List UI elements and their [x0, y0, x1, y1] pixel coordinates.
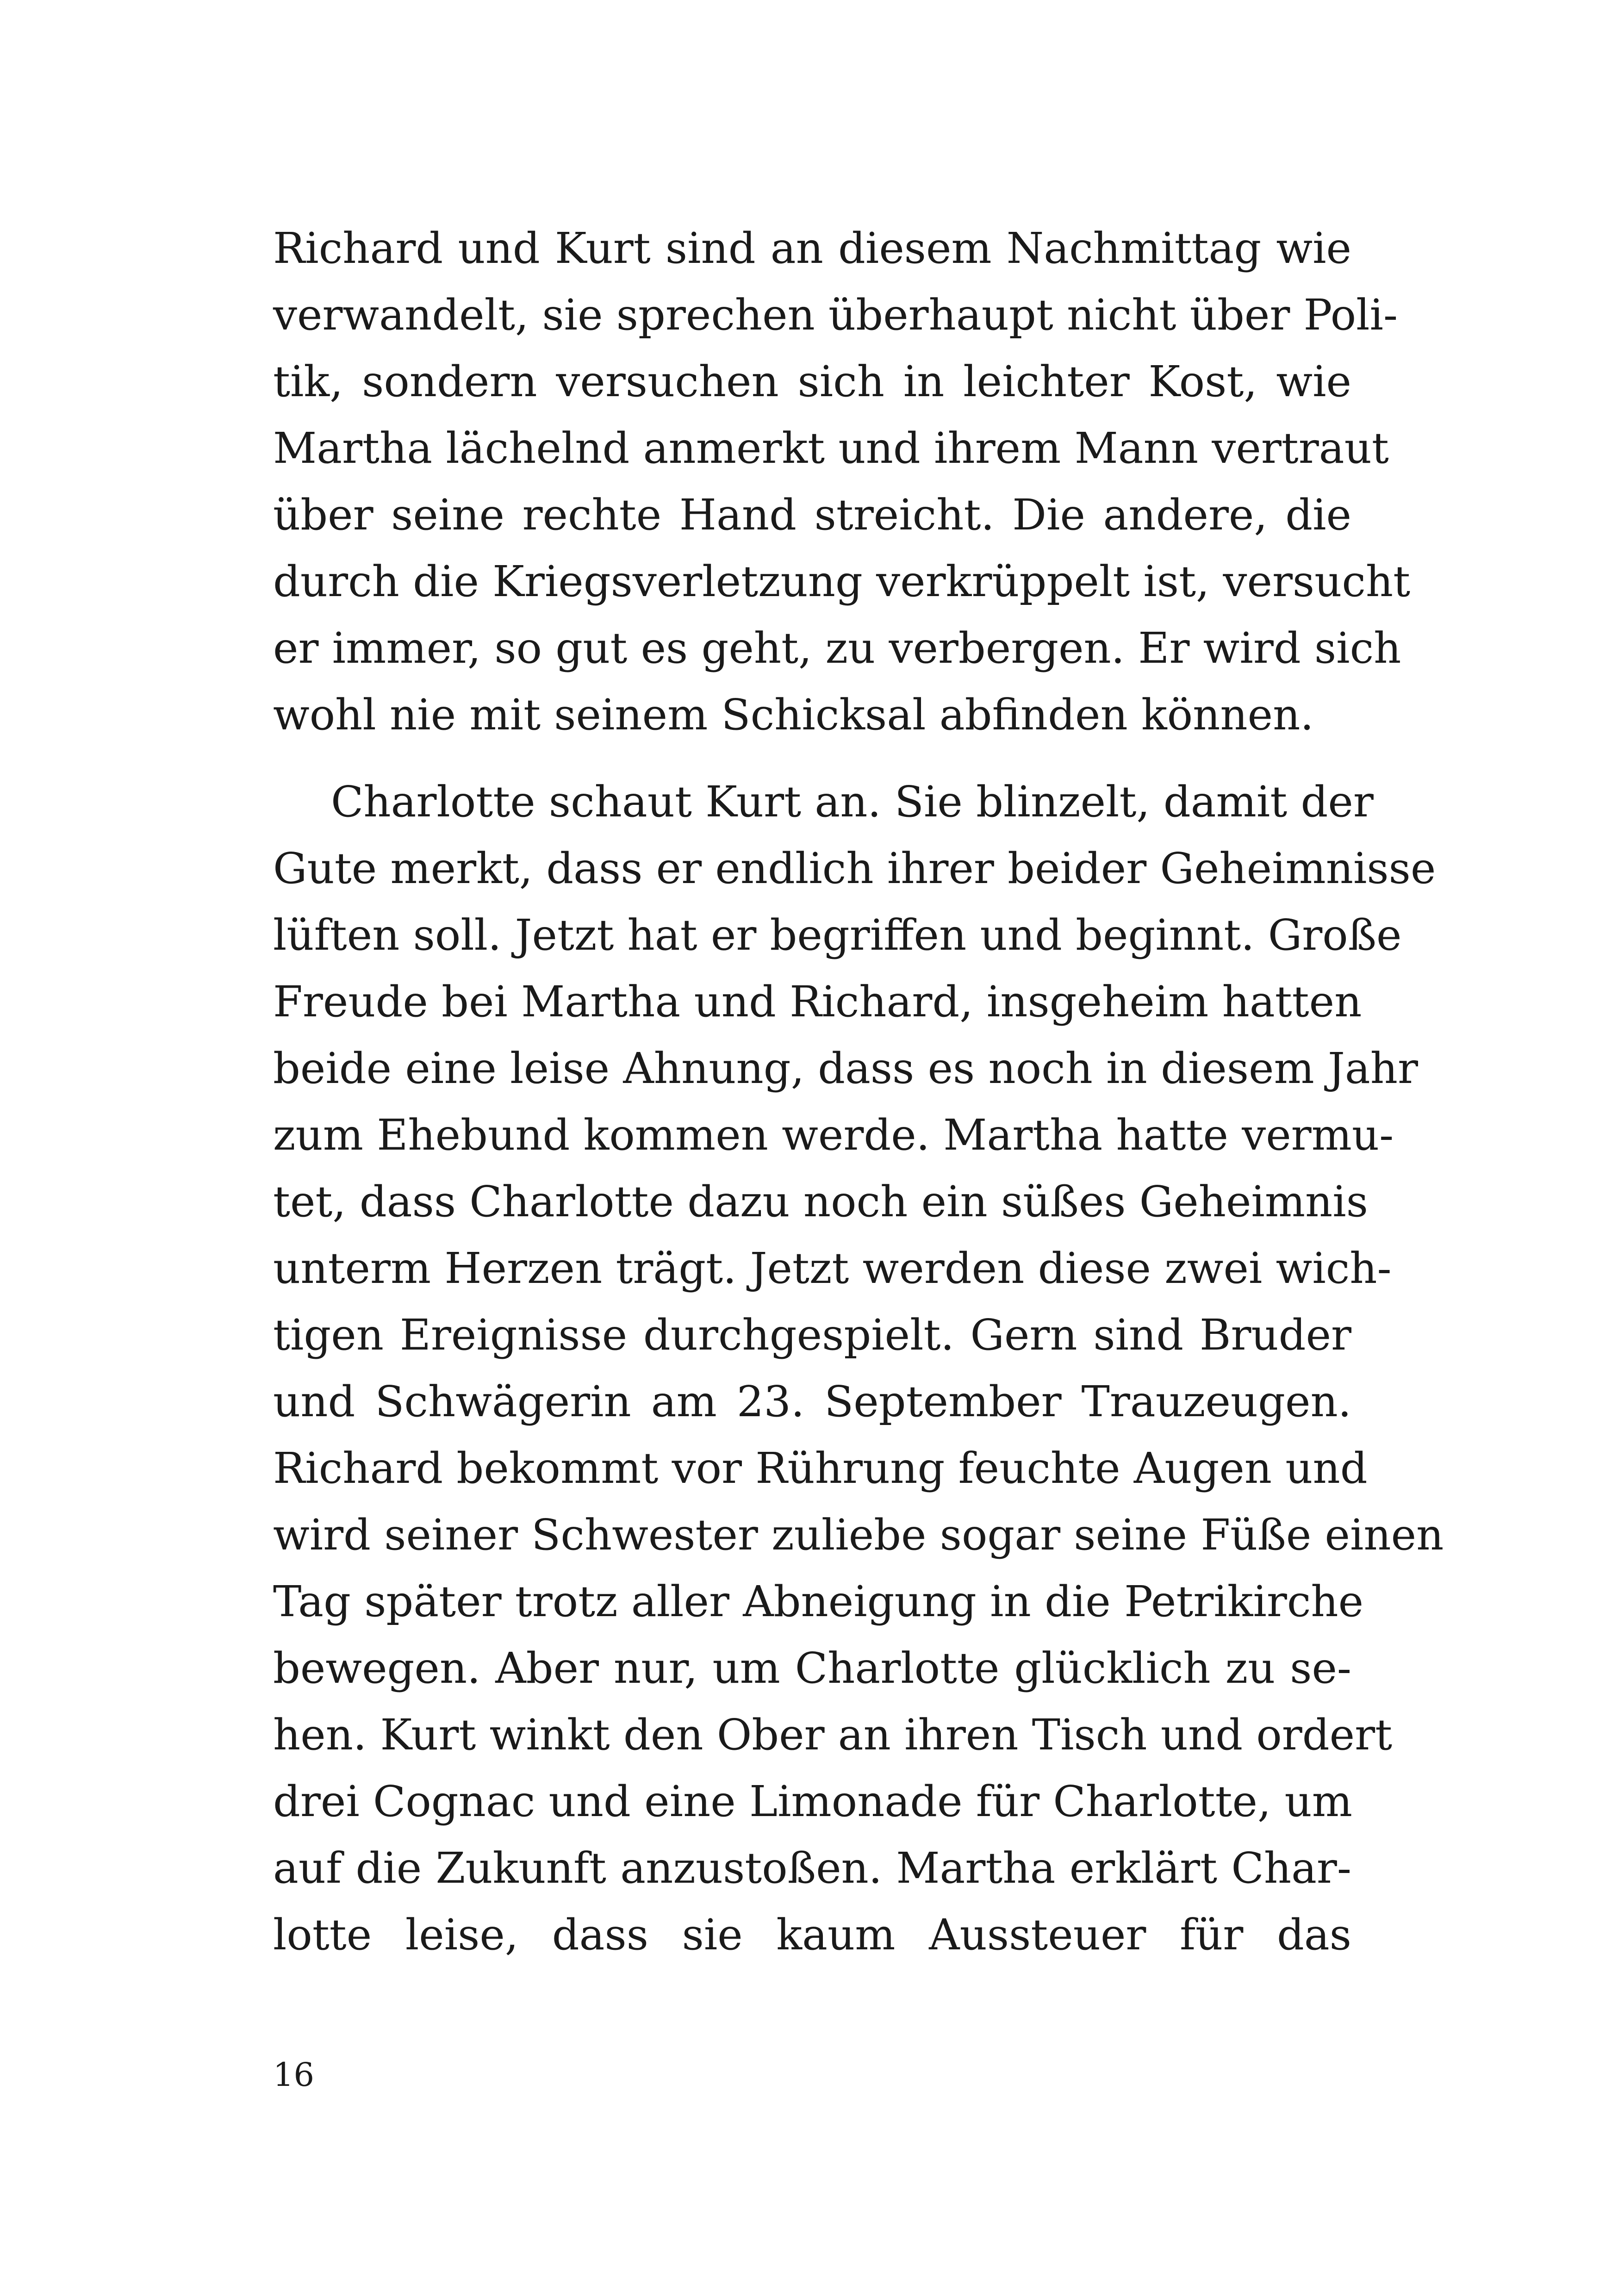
text-line: bewegen. Aber nur, um Charlotte glücklich zu se- [273, 1643, 1351, 1693]
text-line: durch die Kriegsverletzung verkrüppelt ist, versucht [273, 557, 1411, 606]
page-number: 16 [273, 2056, 315, 2094]
text-line: Richard bekommt vor Rührung feuchte Augen und [273, 1444, 1368, 1493]
text-line: wohl nie mit seinem Schicksal abfinden können. [273, 690, 1314, 740]
text-line: tet, dass Charlotte dazu noch ein süßes Geheimnis [273, 1177, 1368, 1226]
text-line: zum Ehebund kommen werde. Martha hatte vermu- [273, 1110, 1394, 1160]
text-line: er immer, so gut es geht, zu verbergen. Er wird sich [273, 623, 1401, 673]
text-line: und Schwägerin am 23. September Trauzeugen. [273, 1377, 1351, 1426]
text-line: lotte leise, dass sie kaum Aussteuer für das [273, 1910, 1351, 1960]
text-line: beide eine leise Ahnung, dass es noch in diesem Jahr [273, 1044, 1418, 1093]
paragraph-2 [273, 769, 1444, 1968]
text-line: Gute merkt, dass er endlich ihrer beider Geheimnisse [273, 844, 1436, 893]
text-line: Charlotte schaut Kurt an. Sie blinzelt, damit der [331, 777, 1374, 827]
body-text [273, 215, 1444, 1968]
text-line: wird seiner Schwester zuliebe sogar seine Füße einen [273, 1510, 1444, 1560]
text-line: Martha lächelnd anmerkt und ihrem Mann vertraut [273, 423, 1389, 473]
text-line: unterm Herzen trägt. Jetzt werden diese zwei wich- [273, 1244, 1392, 1293]
paragraph-1 [273, 215, 1411, 748]
text-line: lüften soll. Jetzt hat er begriffen und beginnt. Große [273, 910, 1402, 960]
text-line: über seine rechte Hand streicht. Die andere, die [273, 490, 1351, 540]
paragraph-spacer [273, 748, 1351, 769]
text-line: Tag später trotz aller Abneigung in die Petrikirche [273, 1577, 1364, 1626]
text-line: drei Cognac und eine Limonade für Charlotte, um [273, 1777, 1352, 1826]
text-line: verwandelt, sie sprechen überhaupt nicht über Poli- [273, 290, 1398, 340]
text-line: Richard und Kurt sind an diesem Nachmittag wie [273, 224, 1351, 273]
text-line: Freude bei Martha und Richard, insgeheim hatten [273, 977, 1362, 1027]
text-line: tik, sondern versuchen sich in leichter Kost, wie [273, 357, 1351, 406]
text-line: tigen Ereignisse durchgespielt. Gern sind Bruder [273, 1310, 1351, 1360]
text-line: auf die Zukunft anzustoßen. Martha erklärt Char- [273, 1843, 1351, 1893]
text-line: hen. Kurt winkt den Ober an ihren Tisch und ordert [273, 1710, 1393, 1760]
